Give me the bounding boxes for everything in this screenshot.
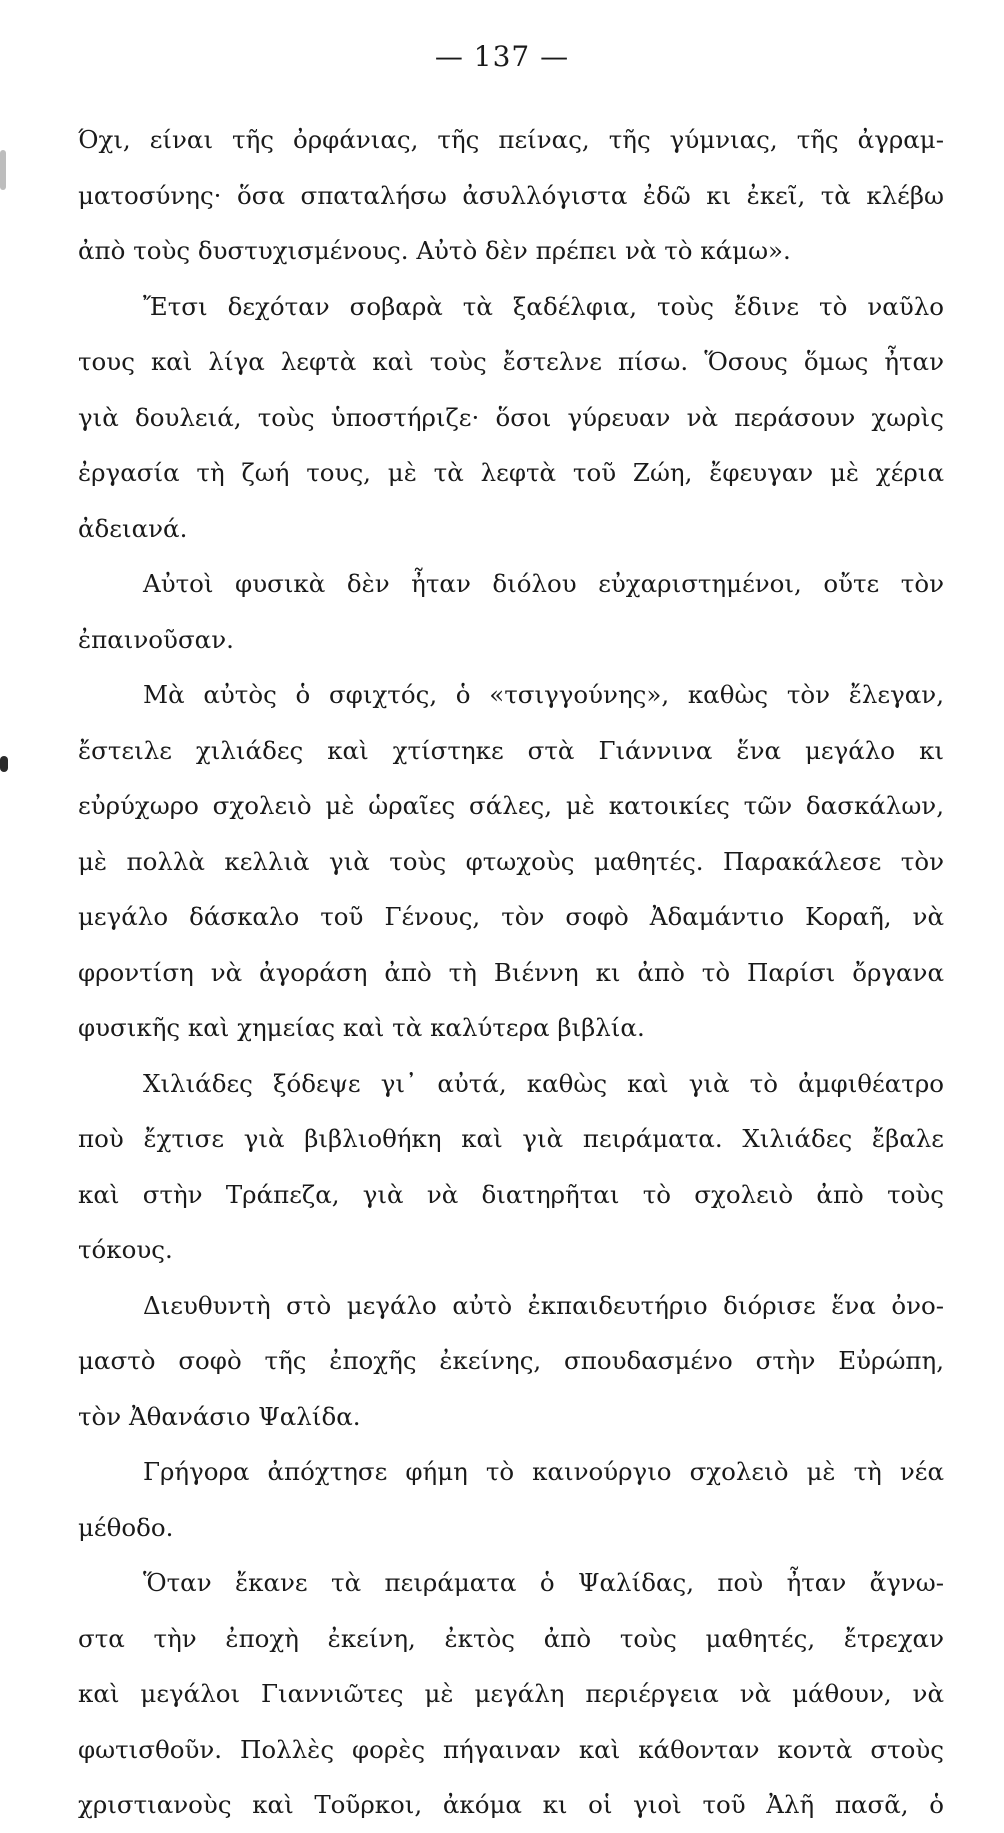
text-line: μαστὸ σοφὸ τῆς ἐποχῆς ἐκείνης, σπουδασμένο στὴν Εὐρώπη, xyxy=(78,1346,944,1375)
text-line: τόκους. xyxy=(78,1235,173,1264)
text-line: Ἔτσι δεχόταν σοβαρὰ τὰ ξαδέλφια, τοὺς ἔδινε τὸ ναῦλο xyxy=(143,291,944,321)
text-line: μεγάλο δάσκαλο τοῦ Γένους, τὸν σοφὸ Ἀδαμάντιο Κοραῆ, νὰ xyxy=(78,902,944,931)
text-line: ἐργασία τὴ ζωή τους, μὲ τὰ λεφτὰ τοῦ Ζώη, ἔφευγαν μὲ χέρια xyxy=(78,458,944,487)
text-line: τὸν Ἀθανάσιο Ψαλίδα. xyxy=(78,1401,361,1431)
text-line: ποὺ ἔχτισε γιὰ βιβλιοθήκη καὶ γιὰ πειράματα. Χιλιάδες ἔβαλε xyxy=(78,1124,944,1153)
text-line: μέθοδο. xyxy=(78,1512,174,1542)
text-line: γιὰ δουλειά, τοὺς ὑποστήριζε· ὅσοι γύρευαν νὰ περάσουν χωρὶς xyxy=(78,402,944,432)
text-line: φωτισθοῦν. Πολλὲς φορὲς πήγαιναν καὶ κάθονταν κοντὰ στοὺς xyxy=(78,1734,944,1764)
text-line: ἔστειλε χιλιάδες καὶ χτίστηκε στὰ Γιάννινα ἕνα μεγάλο κι xyxy=(78,735,944,765)
text-line: φυσικῆς καὶ χημείας καὶ τὰ καλύτερα βιβλία. xyxy=(78,1013,645,1042)
text-line: Μὰ αὐτὸς ὁ σφιχτός, ὁ «τσιγγούνης», καθὼς τὸν ἔλεγαν, xyxy=(143,680,944,709)
text-line: Αὐτοὶ φυσικὰ δὲν ἦταν διόλου εὐχαριστημένοι, οὔτε τὸν xyxy=(143,569,944,598)
text-line: ματοσύνης· ὅσα σπαταλήσω ἀσυλλόγιστα ἐδῶ κι ἐκεῖ, τὰ κλέβω xyxy=(78,180,944,210)
text-line: Όχι, είναι τῆς ὀρφάνιας, τῆς πείνας, τῆς γύμνιας, τῆς ἀγραμ- xyxy=(78,125,944,154)
scan-edge-mark xyxy=(0,150,6,190)
text-line: Ὅταν ἔκανε τὰ πειράματα ὁ Ψαλίδας, ποὺ ἦταν ἄγνω- xyxy=(143,1568,944,1597)
text-line: εὐρύχωρο σχολειὸ μὲ ὡραῖες σάλες, μὲ κατοικίες τῶν δασκάλων, xyxy=(78,791,944,820)
text-line: τους καὶ λίγα λεφτὰ καὶ τοὺς ἔστελνε πίσω. Ὅσους ὅμως ἦταν xyxy=(78,347,944,376)
text-line: Διευθυντὴ στὸ μεγάλο αὐτὸ ἐκπαιδευτήριο διόρισε ἕνα ὀνο- xyxy=(143,1290,944,1320)
text-line: ἀδειανά. xyxy=(78,513,188,543)
text-line: μὲ πολλὰ κελλιὰ γιὰ τοὺς φτωχοὺς μαθητές. Παρακάλεσε τὸν xyxy=(78,846,944,876)
text-line: καὶ στὴν Τράπεζα, γιὰ νὰ διατηρῆται τὸ σχολειὸ ἀπὸ τοὺς xyxy=(78,1179,944,1209)
text-line: ἐπαινοῦσαν. xyxy=(78,624,234,654)
text-line: καὶ μεγάλοι Γιαννιῶτες μὲ μεγάλη περιέργεια νὰ μάθουν, νὰ xyxy=(78,1679,944,1708)
text-line: Γρήγορα ἀπόχτησε φήμη τὸ καινούργιο σχολειὸ μὲ τὴ νέα xyxy=(143,1457,944,1486)
text-line: ἀπὸ τοὺς δυστυχισμένους. Αὐτὸ δὲν πρέπει νὰ τὸ κάμω». xyxy=(78,236,791,265)
text-line: χριστιανοὺς καὶ Τοῦρκοι, ἀκόμα κι οἱ γιοὶ τοῦ Ἀλῆ πασᾶ, ὁ xyxy=(78,1790,944,1819)
body-text xyxy=(78,112,944,1833)
page-number: — 137 — xyxy=(434,40,570,73)
scan-ink-dot xyxy=(0,756,8,772)
text-line: φροντίση νὰ ἀγοράση ἀπὸ τὴ Βιέννη κι ἀπὸ τὸ Παρίσι ὄργανα xyxy=(78,957,944,987)
text-line: Χιλιάδες ξόδεψε γι᾽ αὐτά, καθὼς καὶ γιὰ τὸ ἀμφιθέατρο xyxy=(143,1068,944,1098)
text-line: στα τὴν ἐποχὴ ἐκείνη, ἐκτὸς ἀπὸ τοὺς μαθητές, ἔτρεχαν xyxy=(78,1623,944,1653)
